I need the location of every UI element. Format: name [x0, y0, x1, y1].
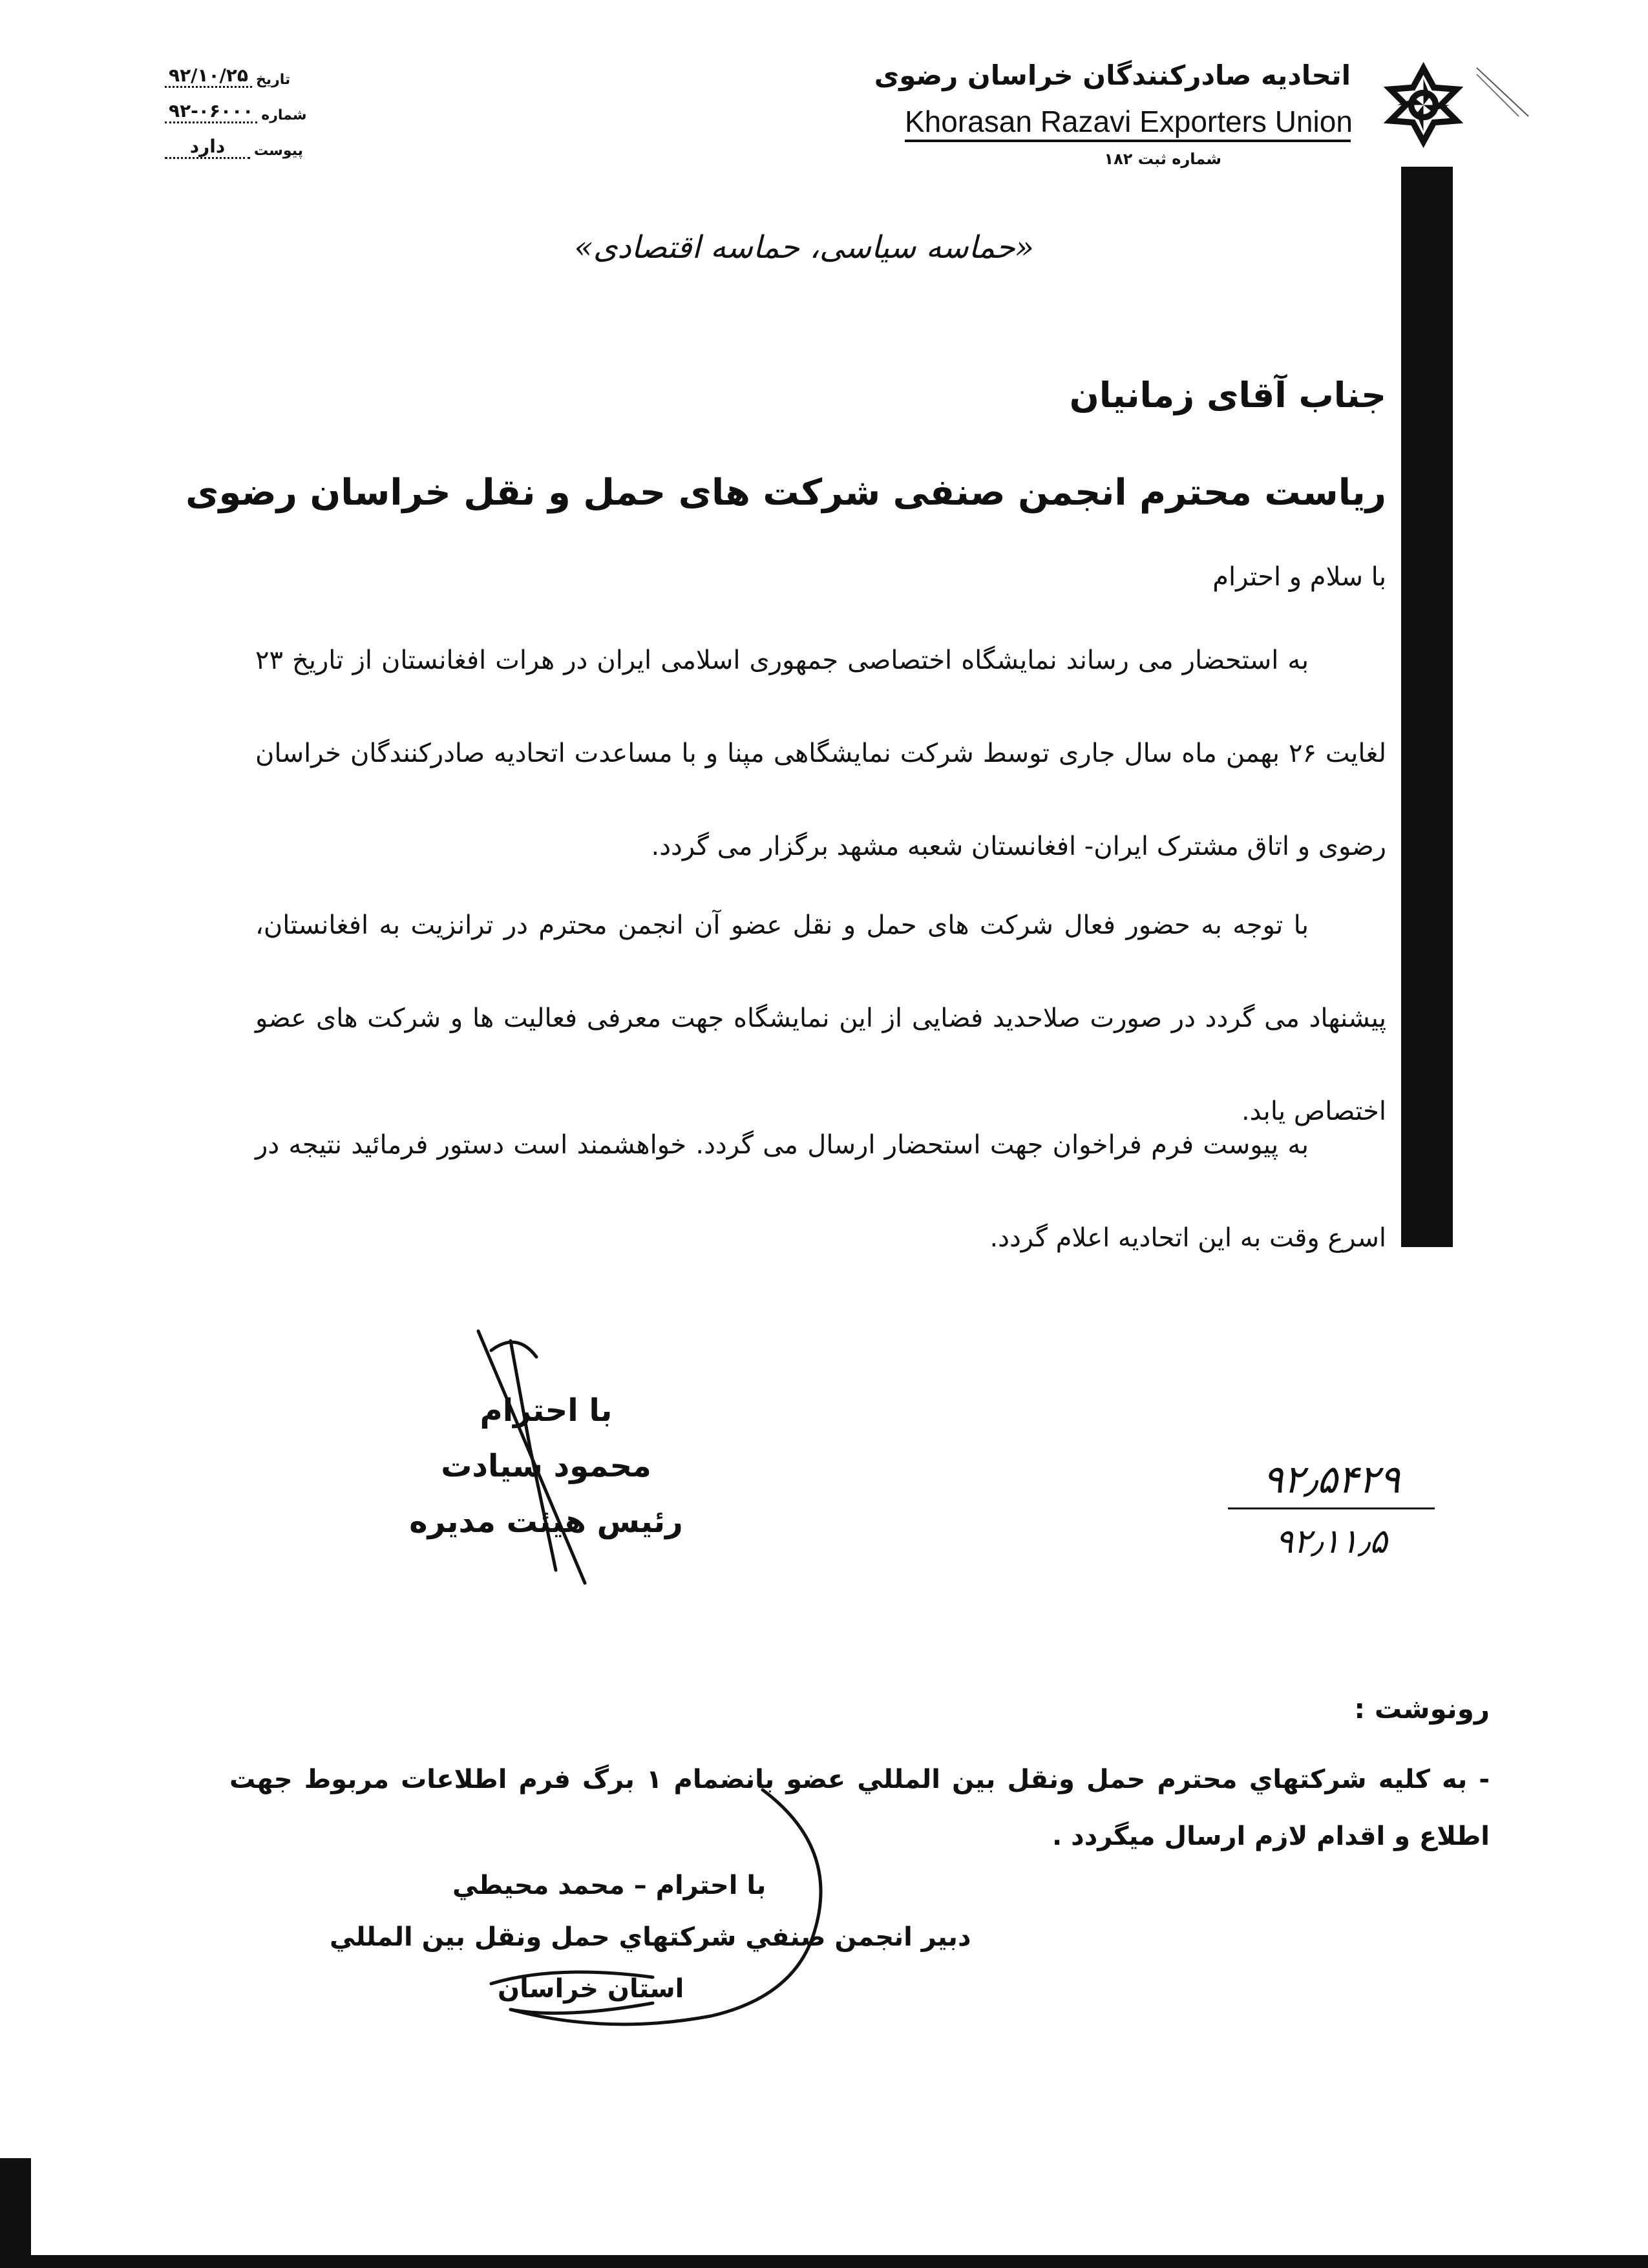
meta-attachment — [165, 136, 359, 159]
scan-edge-bar-left — [0, 2158, 31, 2268]
body-paragraph: به پیوست فرم فراخوان جهت استحضار ارسال می گردد. خواهشمند است دستور فرمائید نتیجه در اسرع وقت به این اتحادیه اعلام گردد. — [255, 1130, 1386, 1253]
date-value: ۹۲/۱۰/۲۵ — [165, 65, 252, 88]
corner-mark — [1474, 65, 1532, 123]
org-name-fa: اتحادیه صادرکنندگان خراسان رضوی — [874, 59, 1351, 91]
number-label: شماره — [261, 107, 307, 123]
attachment-value: دارد — [165, 136, 250, 159]
meta-date — [165, 65, 359, 88]
union-logo-icon — [1380, 61, 1467, 149]
cc-sign: با احترام – محمد محیطي — [452, 1871, 766, 1900]
scan-edge-bar-bottom — [0, 2255, 1648, 2268]
handwritten-number: ۹۲٫۵۴۲۹ — [1228, 1457, 1435, 1509]
addressee-name: جناب آقای زمانیان — [1069, 375, 1386, 415]
cc-text: - به کلیه شرکتهاي محترم حمل ونقل بین المللي عضو بانضمام ۱ برگ فرم اطلاعات مربوط جهت اطلاع و اقدام لازم ارسال میگردد . — [229, 1765, 1490, 1851]
registration-number: شماره ثبت ۱۸۲ — [1104, 150, 1221, 168]
signature-title: رئیس هیئت مدیره — [409, 1504, 683, 1540]
salutation: با سلام و احترام — [1212, 562, 1386, 592]
signature-name: محمود سیادت — [441, 1448, 651, 1484]
handwritten-date: ۹۲٫۱۱٫۵ — [1275, 1522, 1388, 1561]
cc-label: رونوشت : — [1354, 1693, 1490, 1725]
body-paragraph: با توجه به حضور فعال شرکت های حمل و نقل عضو آن انجمن محترم در ترانزیت به افغانستان، پیشنهاد می گردد در صورت صلاحدید فضایی از این نمایشگاه جهت معرفی فعالیت ها و شرکت های عضو اختصاص یابد. — [255, 910, 1386, 1126]
signature-block — [401, 1383, 692, 1549]
signature-closing: با احترام — [480, 1392, 613, 1429]
date-label: تاریخ — [256, 72, 291, 88]
cc-title-line2: استان خراسان — [498, 1974, 684, 2004]
motto: «حماسه سیاسی، حماسه اقتصادی» — [574, 229, 1034, 266]
body-paragraph: به استحضار می رساند نمایشگاه اختصاصی جمهوری اسلامی ایران در هرات افغانستان از تاریخ ۲۳ لغایت ۲۶ بهمن ماه سال جاری توسط شرکت نمایشگاهی مپنا و با مساعدت اتحادیه صادرکنندگان خراسان رضوی و اتاق مشترک ایران- افغانستان شعبه مشهد برگزار می گردد. — [255, 646, 1387, 861]
addressee-title: ریاست محترم انجمن صنفی شرکت های حمل و نقل خراسان رضوی — [185, 472, 1386, 514]
cc-title-line1: دبیر انجمن صنفي شرکتهاي حمل ونقل بین المللي — [330, 1922, 971, 1952]
scan-edge-bar — [1401, 167, 1453, 1247]
meta-number — [165, 100, 359, 123]
number-value: ۹۲-۰۶۰۰۰ — [165, 100, 257, 123]
handwritten-registration — [1228, 1457, 1435, 1561]
org-name-en: Khorasan Razavi Exporters Union — [905, 103, 1351, 142]
attachment-label: پیوست — [254, 143, 303, 159]
